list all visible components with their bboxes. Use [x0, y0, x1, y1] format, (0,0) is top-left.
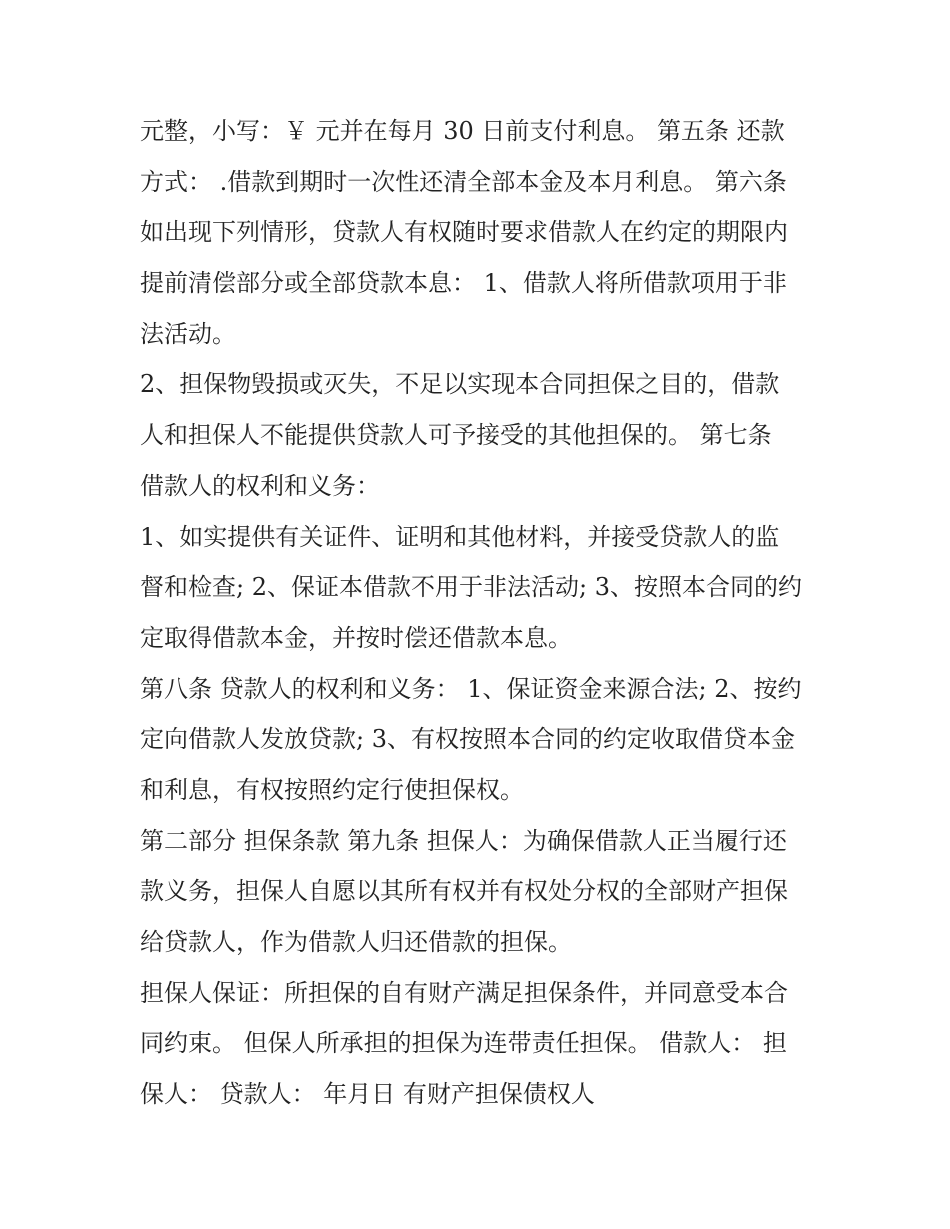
text-line: 给贷款人，作为借款人归还借款的担保。 [140, 928, 572, 956]
text-line: 借款人的权利和义务： [140, 471, 380, 500]
text-line: 第八条 贷款人的权利和义务： 1、保证资金来源合法; 2、按约 [140, 674, 802, 703]
text-line: 如出现下列情形，贷款人有权随时要求借款人在约定的期限内 [140, 218, 788, 247]
text-line: 和利息，有权按照约定行使担保权。 [140, 775, 524, 804]
text-line: 第二部分 担保条款 第九条 担保人：为确保借款人正当履行还 [140, 826, 787, 855]
text-line: 担保人保证：所担保的自有财产满足担保条件，并同意受本合 [140, 978, 788, 1007]
text-line: 1、如实提供有关证件、证明和其他材料，并接受贷款人的监 [140, 522, 780, 551]
text-line: 同约束。 但保人所承担的担保为连带责任担保。 借款人： 担 [140, 1029, 787, 1058]
text-line: 定向借款人发放贷款; 3、有权按照本合同的约定收取借贷本金 [140, 725, 795, 754]
text-line: 元整，小写：￥ 元并在每月 30 日前支付利息。 第五条 还款 [140, 117, 785, 145]
text-line: 定取得借款本金，并按时偿还借款本息。 [140, 623, 572, 652]
text-line: 保人： 贷款人： 年月日 有财产担保债权人 [140, 1080, 595, 1109]
text-line: 法活动。 [140, 319, 236, 348]
text-line: 款义务，担保人自愿以其所有权并有权处分权的全部财产担保 [140, 877, 788, 906]
text-line: 人和担保人不能提供贷款人可予接受的其他担保的。 第七条 [140, 421, 772, 450]
text-line: 2、担保物毁损或灭失，不足以实现本合同担保之目的，借款 [140, 370, 780, 399]
text-line: 方式： .借款到期时一次性还清全部本金及本月利息。 第六条 [140, 167, 787, 196]
text-line: 提前清偿部分或全部贷款本息： 1、借款人将所借款项用于非 [140, 269, 787, 298]
document-body [140, 106, 820, 1120]
text-line: 督和检查; 2、保证本借款不用于非法活动; 3、按照本合同的约 [140, 573, 802, 602]
